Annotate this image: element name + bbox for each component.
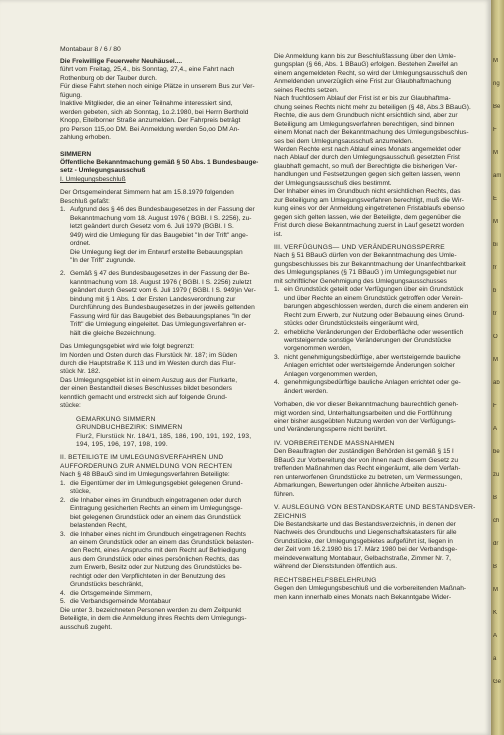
text-line: Grundstücks beschränkt,: [70, 581, 143, 589]
list-number: 2.: [60, 496, 66, 504]
beteiligte-list: [60, 480, 268, 607]
issue-header: Montabaur 8 / 6 / 80: [60, 46, 121, 53]
list-item: [60, 598, 268, 606]
text-line: Flur2, Flurstück Nr. 184/1, 185, 186, 190, 191, 192, 193,: [76, 432, 252, 440]
text-line: Knopp, Eitelborner Straße anzumelden. Der Fahrpreis beträgt: [60, 117, 241, 125]
section-iv-text: [274, 448, 480, 499]
list-item: [274, 329, 480, 354]
edge-fragment: am: [493, 173, 502, 179]
text-line: Den Beauftragten der zuständigen Behörden ist gemäß § 15 l: [274, 448, 454, 456]
section-iii-title: III. VERFÜGUNGS— UND VERÄNDERUNGSSPERRE: [274, 243, 445, 251]
text-line: genehmigungsbedürftige bauliche Anlagen errichtet oder ge-: [284, 379, 461, 387]
text-line: führt vom Freitag, 25,4., bis Sonntag, 27,4., eine Fahrt nach: [60, 66, 235, 74]
text-line: ren unterworfenen Grundstücke zu betreten, um Vermessungen,: [274, 473, 463, 481]
text-line: Aufgrund des § 46 des Bundesbaugesetzes in der Fassung der: [70, 206, 255, 214]
text-line: ses bei dem Umlegungsausschuß anzumelden.: [274, 137, 413, 145]
text-line: nach Ablauf der durch den Umlegungsausschuß gesetzten Frist: [274, 154, 460, 162]
edge-fragment: A: [493, 426, 498, 432]
text-line: letzt geändert durch Gesetz vom 6. Juli 1979 (BGBl. I S.: [70, 223, 234, 231]
list-number: 1.: [60, 479, 66, 487]
edge-fragment: B: [493, 495, 498, 501]
text-line: Anlagen errichtet oder wertsteigernde Änderungen solcher: [284, 362, 455, 370]
edge-fragment: E: [493, 196, 498, 202]
text-line: die Inhaber eines nicht im Grundbuch eingetragenen Rechts: [70, 530, 246, 538]
text-line: kanntmachung vom 18. August 1976 ( BGBl. I S. 2256) zuletzt: [70, 278, 252, 286]
text-line: ändert werden.: [284, 387, 328, 395]
closing-text: [60, 607, 268, 632]
text-line: geändert durch Gesetz vom 6. Juli 1979 ( BGBl. I S. 949)in Ver-: [70, 287, 256, 295]
edge-fragment: F: [493, 403, 497, 409]
text-line: Die Bestandskarte und das Bestandsverzeichnis, in denen der: [274, 521, 456, 529]
text-line: V. AUSLEGUNG VON BESTANDSKARTE UND BESTANDSVER-: [274, 504, 476, 512]
text-line: ein Grundstück geteilt oder Verfügungen über ein Grundstück: [284, 286, 464, 294]
text-line: pro Person 115,oo DM. Bei Anmeldung werden 5o,oo DM An-: [60, 125, 240, 133]
text-line: Beteiligung am Umlegungsverfahren berechtigen, sind binnen: [274, 120, 455, 128]
text-line: zahlung erhoben.: [60, 134, 111, 142]
text-line: ist.: [274, 230, 283, 238]
text-line: Die unter 3. bezeichneten Personen werden zu dem Zeitpunkt: [60, 606, 242, 614]
text-line: Rechte, die aus dem Grundbuch nicht ersichtlich sind, aber zur: [274, 112, 458, 120]
text-line: Trift" die Umlegung eingeleitet. Das Umlegungsverfahren er-: [70, 321, 247, 329]
edge-fragment: ab: [493, 380, 500, 386]
text-line: aus dem Grundstück oder eines persönlichen Rechts, das: [70, 555, 240, 563]
text-line: einem angemeldeten Recht, so wird der Umlegungsausschuß den: [274, 69, 468, 77]
text-line: bindung mit § 1 Abs. 1 der Ersten Landesverordnung zur: [70, 295, 236, 303]
text-line: Anlagen vorgenommen werden,: [284, 370, 378, 378]
edge-fragment: b: [493, 288, 497, 294]
list-number: 1.: [274, 286, 280, 294]
text-line: zur Beteiligung am Umlegungsverfahren berechtigt, muß die Wir-: [274, 196, 464, 204]
section-iv-title: IV. VORBEREITENDE MASSNAHMEN: [274, 439, 395, 447]
list-item: [60, 531, 268, 590]
text-line: Öffentliche Bekanntmachung gemäß § 50 Abs. 1 Bundesbauge-: [60, 158, 259, 166]
list-number: 3.: [60, 530, 66, 538]
text-line: chung seines Rechts nicht mehr zu beteiligen (§ 48, Abs.3 BBauG).: [274, 103, 471, 111]
list-item: [60, 480, 268, 497]
text-line: an einem Grundstück oder an einem das Grundstück belasten-: [70, 539, 254, 547]
text-line: migt worden sind, Unterhaltungsarbeiten und die Fortführung: [274, 409, 452, 417]
edge-fragment: B: [493, 564, 498, 570]
text-line: Frist durch diese Bekanntmachung zuerst in Lauf gesetzt worden: [274, 222, 464, 230]
text-line: AUFFORDERUNG ZUR ANMELDUNG VON RECHTEN: [60, 462, 233, 470]
text-line: Rothenburg ob der Tauber durch.: [60, 74, 158, 82]
text-line: zum Erwerb, Besitz oder zur Nutzung des Grundstücks be-: [70, 564, 242, 572]
text-line: Werden Rechte erst nach Ablauf eines Monats angemeldet oder: [274, 145, 462, 153]
list-item: 2. Gemäß § 47 des Bundesbaugesetzes in der Fassung der Be- kanntmachung vom 18. August 1976 ( BGBl. I S. 2256) zuletzt geändert durch Gesetz vom 6. Juli 1979 ( BGBl. I S. 949)in Ver- bindung mit § 1 Abs. 1 der Ersten Landesverordnung zur Durchführung des Bundesbaugesetzes in der jeweils geltenden Fassung wird für das Baugebiet des Bebauungsplanes "In der Trift" die Umlegung eingeleitet. Das Umlegungsverfahren er- hält die gleiche Bezeichnung.: [60, 270, 268, 338]
edge-fragment: M: [493, 587, 498, 593]
text-line: meindeverwaltung Montabaur, Gelbachstraße, Zimmer Nr. 7,: [274, 554, 452, 562]
edge-fragment: be: [493, 449, 500, 455]
list-item: [274, 286, 480, 328]
edge-fragment: K: [493, 610, 498, 616]
section-ii-intro: Nach § 48 BBauG sind im Umlegungsverfahren Beteiligte:: [60, 471, 230, 479]
text-line: Gemäß § 47 des Bundesbaugesetzes in der Fassung der Be-: [70, 270, 250, 278]
text-line: Der Inhaber eines im Grundbuch nicht ersichtlichen Rechts, das: [274, 188, 461, 196]
text-line: Die Umlegung liegt der im Entwurf erstellte Bebauungsplan: [70, 248, 243, 256]
next-page-edge: [491, 0, 504, 735]
text-line: Beteiligte, in dem die Anmeldung ihres Rechts dem Umlegungs-: [60, 615, 247, 623]
text-line: und über Rechte an einem Grundstück getroffen oder Verein-: [284, 294, 463, 302]
text-line: des Umlegungsplanes (§ 71 BBauG ) im Umlegungsgebiet nur: [274, 269, 457, 277]
gemarkung-block: [60, 416, 268, 450]
list-number: 4.: [60, 589, 66, 597]
text-line: und Veränderungssperre nicht berührt.: [274, 426, 387, 434]
rechtsbehelf-title: RECHTSBEHELFSBELEHRUNG: [274, 576, 377, 584]
text-line: nicht genehmigungsbedürftige, aber wertsteigernde bauliche: [284, 353, 461, 361]
text-line: gungsbeschlusses bis zur Bekanntmachung der Unanfechtbarkeit: [274, 260, 466, 268]
list-item: [274, 379, 480, 396]
edge-fragment: zu: [493, 472, 500, 478]
text-line: Der Ortsgemeinderat Simmern hat am 15.8.1979 folgenden: [60, 189, 234, 197]
text-line: die Inhaber eines im Grundbuch eingetragenen oder durch: [70, 496, 242, 504]
text-line: Anmeldenden unverzüglich eine Frist zur Glaubhaftmachung: [274, 78, 452, 86]
text-line: rechtigt oder den Verpflichteten in der Benutzung des: [70, 572, 226, 580]
text-line: kung eines vor der Anmeldung eingetretenen Fristablaufs ebenso: [274, 205, 465, 213]
text-line: men kann innerhalb eines Monats nach Bekanntgabe Wider-: [274, 593, 452, 601]
text-line: belastenden Recht,: [70, 522, 127, 530]
text-line: fügung.: [60, 91, 82, 99]
text-line: biet gelegenen Grundstück oder an einem das Grundstück: [70, 513, 241, 521]
text-line: Die Anmeldung kann bis zur Beschlußfassung über den Umle-: [274, 53, 456, 60]
text-line: Das Umlegungsgebiet wird wie folgt begrenzt:: [60, 343, 195, 351]
text-line: ZEICHNIS: [274, 512, 307, 520]
edge-fragment: a: [493, 656, 497, 662]
edge-fragment: ch: [493, 518, 500, 524]
text-line: den Recht, eines Anspruchs mit dem Recht auf Befriedigung: [70, 547, 247, 555]
text-line: stücks oder Grundstücksteils eingeräumt wird,: [284, 320, 419, 328]
text-line: durch die Hauptstraße K 113 und im Westen durch das Flur-: [60, 359, 236, 367]
text-line: 949) wird die Umlegung für das Baugebiet "In der Trift" ange-: [70, 231, 249, 239]
text-line: GRUNDBUCHBEZIRK: SIMMERN: [76, 424, 183, 432]
anmeldung-text: [274, 53, 480, 239]
text-line: Das Umlegungsgebiet ist in einem Auszug aus der Flurkarte,: [60, 376, 238, 384]
text-line: werden gebeten, sich ab Sonntag, 1o.2.1980, bei Herrn Berthold: [60, 108, 249, 116]
list-item: 1. Aufgrund des § 46 des Bundesbaugesetzes in der Fassung der Bekanntmachung vom 18. August 1976 ( BGBl. I S. 2256), zu- letzt geändert durch Gesetz vom 6. Juli 1979 (BGBl. I S. 949) wird die Umlegung für das Baugebiet "In der Trift" ange- ordnet. Die Umlegung liegt der im Entwurf erstellte Bebauungsplan "In der Trift" zugrunde.: [60, 206, 268, 265]
edge-fragment: M: [493, 357, 498, 363]
edge-fragment: ng: [493, 81, 500, 87]
text-line: der einen Bestandteil dieses Beschlusses bildet besonders: [60, 385, 232, 393]
text-line: Vorhaben, die vor dieser Bekanntmachung baurechtlich geneh-: [274, 401, 459, 409]
list-number: 5.: [60, 598, 66, 606]
text-line: Nach § 51 BBauG dürfen von der Bekanntmachung des Umle-: [274, 252, 457, 260]
edge-fragment: M: [493, 219, 498, 225]
text-line: vorgenommen werden,: [284, 345, 352, 353]
simmern-section-umlegungsbeschluss: I. Umlegungsbeschluß: [60, 175, 126, 183]
text-line: die Eigentümer der im Umlegungsgebiet gelegenen Grund-: [70, 479, 243, 487]
text-line: wertsteigernde sonstige Veränderungen der Grundstücke: [284, 336, 452, 344]
list-item: [274, 354, 480, 379]
text-line: stücke,: [70, 488, 91, 496]
list-item: [60, 497, 268, 531]
edge-fragment: tr: [493, 311, 497, 317]
text-line: während der Dienststunden öffentlich aus.: [274, 563, 398, 571]
text-line: Inaktive Mitglieder, die an einer Teilnahme interessiert sind,: [60, 100, 233, 108]
text-line: erhebliche Veränderungen der Erdoberfläche oder wesentlich: [284, 328, 464, 336]
right-column: [274, 53, 480, 602]
text-line: hält die gleiche Bezeichnung.: [70, 329, 156, 337]
simmern-subtitle: [60, 159, 268, 176]
beschluss-text: [60, 189, 268, 206]
edge-fragment: dr: [493, 541, 499, 547]
text-line: barungen abgeschlossen werden, durch die einem anderen ein: [284, 303, 469, 311]
rechtsbehelf-text: [274, 585, 480, 602]
edge-fragment: M: [493, 150, 498, 156]
text-line: einer bisher ausgeübten Nutzung werden von der Verfügungs-: [274, 418, 456, 426]
text-line: Nachweis des Grundbuchs und Liegenschaftskatasters für alle: [274, 529, 457, 537]
list-number: 2.: [274, 328, 280, 336]
text-line: setz - Umlegungsausschuß: [60, 167, 146, 175]
text-line: handlungen und Festsetzungen gegen sich gelten lassen, wenn: [274, 171, 461, 179]
text-line: gungsplan (§ 66, Abs. 1 BBauG) erfolgen. Bestehen Zweifel an: [274, 61, 458, 69]
text-line: ausschuß zugeht.: [60, 623, 113, 631]
text-line: Grundstücke, der Umlegungsgebietes aufgeführt ist, liegen in: [274, 537, 453, 545]
text-line: Fassung wird für das Baugebiet des Bebauungsplanes "In der: [70, 312, 251, 320]
edge-fragment: O: [493, 334, 498, 340]
text-line: Eintragung gesicherten Rechts an einem im Umlegungsge-: [70, 505, 243, 513]
text-line: BBauG zur Vorbereitung der von ihnen nach diesem Gesetz zu: [274, 456, 459, 464]
edge-fragment: Be: [493, 104, 501, 110]
text-line: die Verbandsgemeinde Montabaur: [70, 598, 171, 606]
text-line: Gegen den Umlegungsbeschluß und die vorbereitenden Maßnah-: [274, 585, 467, 593]
text-line: treffenden Maßnahmen das Recht eingeräumt, alle dem Verfah-: [274, 465, 461, 473]
edge-fragment: A: [493, 633, 498, 639]
text-line: Abmarkungen, Bewertungen oder ähnliche Arbeiten auszu-: [274, 482, 447, 490]
list-number: 4.: [274, 379, 280, 387]
section-iii-intro: [274, 252, 480, 286]
text-line: Nach fruchtlosem Ablauf der Frist ist er bis zur Glaubhaftma-: [274, 95, 451, 103]
sperre-list: [274, 286, 480, 396]
edge-fragment: Ge: [493, 679, 502, 685]
text-line: mit schriftlicher Genehmigung des Umlegungsausschusses: [274, 277, 447, 285]
section-v-title: [274, 504, 480, 521]
edge-fragment: F: [493, 127, 497, 133]
text-line: 194, 195, 196, 197, 198, 199.: [76, 441, 168, 449]
gebiet-text: [60, 343, 268, 411]
text-line: Im Norden und Osten durch das Flurstück Nr. 187; im Süden: [60, 351, 238, 359]
text-line: einem Monat nach der Bekanntmachung des Umlegungsbeschlus-: [274, 129, 469, 137]
left-column: [60, 58, 268, 632]
simmern-title: SIMMERN: [60, 150, 92, 158]
text-line: II. BETEILIGTE IM UMLEGUNGSVERFAHREN UND: [60, 454, 224, 462]
text-line: gegen sich gelten lassen, wie der Beteiligte, dem gegenüber die: [274, 213, 461, 221]
text-line: "In der Trift" zugrunde.: [70, 256, 136, 264]
feuerwehr-title: Die Freiwillige Feuerwehr Neuhäusel....: [60, 58, 183, 65]
edge-fragment: M: [493, 58, 498, 64]
text-line: stücke:: [60, 402, 81, 410]
text-line: ordnet.: [70, 240, 91, 248]
list-item: [60, 590, 268, 598]
text-line: GEMARKUNG SIMMERN: [76, 415, 156, 423]
text-line: Beschluß gefaßt:: [60, 197, 110, 205]
text-line: Bekanntmachung vom 18. August 1976 ( BGBl. I S. 2256), zu-: [70, 214, 252, 222]
section-iii-outro: [274, 401, 480, 435]
text-line: glaubhaft gemacht, so muß der Berechtigte die bisherigen Ver-: [274, 162, 458, 170]
text-line: führen.: [274, 490, 295, 498]
text-line: die Ortsgemeinde Simmern,: [70, 589, 153, 597]
text-line: der Zeit vom 16.2.1980 bis 17. März 1980 bei der Verbandsge-: [274, 546, 458, 554]
edge-fragment: bi: [493, 242, 498, 248]
text-line: Für diese Fahrt stehen noch einige Plätze in unserem Bus zur Ver-: [60, 83, 255, 91]
text-line: Recht zum Erwerb, zur Nutzung oder Bebauung eines Grund-: [284, 311, 465, 319]
section-ii-title: [60, 454, 268, 471]
text-line: Durchführung des Bundesbaugesetzes in der jeweils geltenden: [70, 304, 255, 312]
text-line: seines Rechts setzen.: [274, 86, 339, 94]
text-line: kenntlich gemacht und erstreckt sich auf folgende Grund-: [60, 393, 228, 401]
feuerwehr-text: [60, 66, 268, 142]
text-line: stück Nr. 182.: [60, 368, 101, 376]
text-line: der Umlegungsausschuß dies bestimmt.: [274, 179, 392, 187]
list-number: 3.: [274, 353, 280, 361]
section-v-text: [274, 521, 480, 572]
edge-fragment: fr: [493, 265, 497, 271]
